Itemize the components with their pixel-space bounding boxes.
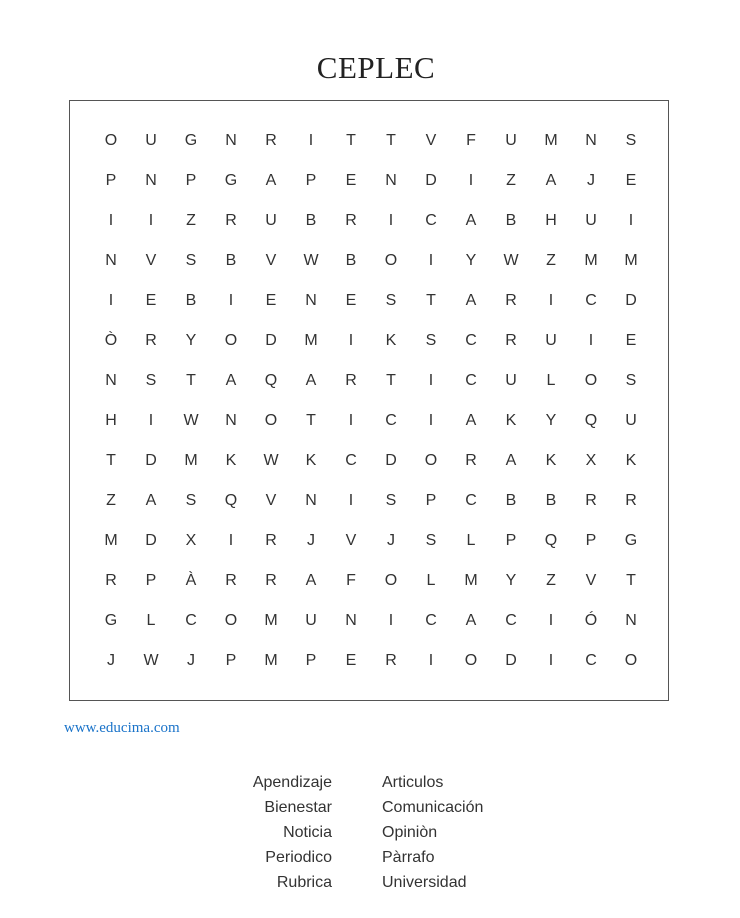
grid-letter: T <box>386 132 396 149</box>
grid-letter: R <box>505 332 517 349</box>
grid-letter: T <box>106 452 116 469</box>
grid-letter: W <box>143 652 159 669</box>
grid-letter: M <box>544 132 558 149</box>
grid-letter: V <box>585 572 597 589</box>
grid-letter: C <box>465 492 477 509</box>
grid-letter: M <box>264 612 278 629</box>
grid-letter: Y <box>545 412 557 429</box>
grid-letter: B <box>505 212 517 229</box>
grid-letter: M <box>584 252 598 269</box>
grid-letter: I <box>148 212 154 229</box>
grid-letter: À <box>185 572 197 589</box>
grid-letter: N <box>145 172 157 189</box>
grid-letter: F <box>346 572 356 589</box>
grid-letter: U <box>505 372 517 389</box>
word-list-item: Noticia <box>283 824 332 841</box>
grid-letter: N <box>625 612 637 629</box>
grid-letter: C <box>425 212 437 229</box>
grid-letter: C <box>345 452 357 469</box>
grid-letter: U <box>305 612 317 629</box>
grid-letter: S <box>425 532 437 549</box>
grid-letter: Y <box>185 332 197 349</box>
grid-letter: H <box>545 212 557 229</box>
grid-letter: I <box>388 212 394 229</box>
grid-letter: T <box>306 412 316 429</box>
grid-letter: E <box>345 172 357 189</box>
grid-letter: I <box>348 332 354 349</box>
grid-letter: R <box>225 572 237 589</box>
word-list-item: Bienestar <box>264 799 332 816</box>
grid-letter: M <box>624 252 638 269</box>
grid-letter: I <box>428 652 434 669</box>
grid-letter: G <box>624 532 638 549</box>
grid-letter: V <box>265 252 277 269</box>
word-list-item: Apendizaje <box>252 774 332 791</box>
word-list-item: Pàrrafo <box>382 849 435 866</box>
grid-letter: R <box>105 572 117 589</box>
grid-letter: A <box>305 572 317 589</box>
grid-letter: M <box>104 532 118 549</box>
grid-letter: P <box>105 172 117 189</box>
grid-letter: B <box>545 492 557 509</box>
grid-letter: P <box>305 172 317 189</box>
grid-letter: R <box>585 492 597 509</box>
grid-letter: I <box>428 252 434 269</box>
grid-letter: O <box>624 652 638 669</box>
grid-letter: N <box>105 372 117 389</box>
grid-letter: C <box>585 652 597 669</box>
grid-letter: I <box>548 612 554 629</box>
grid-letter: J <box>187 652 195 669</box>
grid-letter: L <box>426 572 436 589</box>
grid-letter: L <box>546 372 556 389</box>
grid-letter: O <box>584 372 598 389</box>
grid-letter: J <box>587 172 595 189</box>
grid-letter: X <box>585 452 597 469</box>
grid-letter: D <box>625 292 637 309</box>
grid-letter: D <box>265 332 277 349</box>
word-list-item: Universidad <box>382 874 467 891</box>
grid-letter: J <box>307 532 315 549</box>
grid-letter: S <box>625 132 637 149</box>
word-list-item: Rubrica <box>276 874 332 891</box>
grid-letter: A <box>465 212 477 229</box>
grid-letter: P <box>585 532 597 549</box>
grid-letter: S <box>185 492 197 509</box>
grid-letter: I <box>428 372 434 389</box>
grid-letter: K <box>225 452 237 469</box>
word-list <box>0 774 740 899</box>
grid-letter: C <box>425 612 437 629</box>
grid-letter: I <box>108 292 114 309</box>
word-search-grid <box>69 100 669 701</box>
grid-letter: E <box>145 292 157 309</box>
grid-letter: K <box>505 412 517 429</box>
grid-letter: G <box>104 612 118 629</box>
grid-letter: Ó <box>584 612 598 629</box>
grid-letter: T <box>626 572 636 589</box>
grid-letter: W <box>183 412 199 429</box>
word-list-item: Comunicación <box>382 799 484 816</box>
grid-letter: E <box>625 172 637 189</box>
grid-letter: J <box>387 532 395 549</box>
grid-letter: C <box>585 292 597 309</box>
grid-letter: T <box>426 292 436 309</box>
grid-letter: A <box>225 372 237 389</box>
grid-letter: I <box>628 212 634 229</box>
grid-letter: I <box>148 412 154 429</box>
grid-letter: U <box>505 132 517 149</box>
grid-letter: Ò <box>104 332 118 349</box>
page-title: CEPLEC <box>316 50 436 85</box>
grid-letter: K <box>625 452 637 469</box>
grid-letter: V <box>145 252 157 269</box>
grid-letter: I <box>548 652 554 669</box>
grid-letter: I <box>468 172 474 189</box>
grid-letter: O <box>384 252 398 269</box>
grid-letter: R <box>625 492 637 509</box>
grid-letter: A <box>505 452 517 469</box>
grid-letter: I <box>348 412 354 429</box>
grid-letter: A <box>145 492 157 509</box>
grid-letter: W <box>263 452 279 469</box>
grid-letter: I <box>228 532 234 549</box>
letter-grid <box>91 121 651 681</box>
educima-link[interactable]: www.educima.com <box>64 720 180 736</box>
grid-letter: E <box>345 652 357 669</box>
grid-letter: S <box>185 252 197 269</box>
grid-letter: T <box>386 372 396 389</box>
grid-letter: Z <box>546 252 556 269</box>
grid-letter: U <box>585 212 597 229</box>
grid-letter: K <box>305 452 317 469</box>
grid-letter: U <box>625 412 637 429</box>
grid-letter: O <box>224 332 238 349</box>
grid-letter: D <box>505 652 517 669</box>
word-list-item: Opiniòn <box>382 824 438 841</box>
grid-letter: Z <box>506 172 516 189</box>
grid-letter: P <box>145 572 157 589</box>
grid-letter: R <box>345 372 357 389</box>
grid-letter: O <box>224 612 238 629</box>
grid-letter: C <box>465 372 477 389</box>
grid-letter: P <box>305 652 317 669</box>
grid-letter: O <box>264 412 278 429</box>
grid-letter: R <box>145 332 157 349</box>
grid-letter: N <box>105 252 117 269</box>
grid-letter: D <box>425 172 437 189</box>
grid-letter: N <box>585 132 597 149</box>
grid-letter: D <box>145 532 157 549</box>
grid-letter: Y <box>505 572 517 589</box>
grid-letter: A <box>545 172 557 189</box>
grid-letter: U <box>265 212 277 229</box>
grid-letter: R <box>345 212 357 229</box>
grid-letter: P <box>185 172 197 189</box>
grid-letter: I <box>548 292 554 309</box>
grid-letter: N <box>305 292 317 309</box>
word-list-row <box>0 824 740 849</box>
grid-letter: N <box>385 172 397 189</box>
grid-letter: F <box>466 132 476 149</box>
grid-letter: V <box>345 532 357 549</box>
grid-letter: C <box>385 412 397 429</box>
grid-letter: S <box>425 332 437 349</box>
grid-letter: D <box>385 452 397 469</box>
grid-letter: N <box>345 612 357 629</box>
grid-letter: I <box>308 132 314 149</box>
grid-letter: L <box>466 532 476 549</box>
grid-letter: R <box>465 452 477 469</box>
grid-letter: I <box>428 412 434 429</box>
grid-letter: P <box>425 492 437 509</box>
grid-letter: A <box>465 412 477 429</box>
grid-letter: E <box>625 332 637 349</box>
grid-letter: Q <box>584 412 598 429</box>
grid-letter: M <box>264 652 278 669</box>
grid-letter: I <box>348 492 354 509</box>
grid-letter: R <box>225 212 237 229</box>
grid-letter: U <box>545 332 557 349</box>
grid-letter: X <box>185 532 197 549</box>
grid-letter: M <box>304 332 318 349</box>
grid-letter: R <box>265 572 277 589</box>
word-list-row <box>0 849 740 874</box>
grid-letter: V <box>265 492 277 509</box>
grid-letter: B <box>185 292 197 309</box>
grid-letter: O <box>104 132 118 149</box>
word-list-item: Periodico <box>265 849 332 866</box>
grid-letter: T <box>186 372 196 389</box>
grid-letter: P <box>505 532 517 549</box>
grid-letter: I <box>388 612 394 629</box>
grid-letter: K <box>385 332 397 349</box>
grid-letter: B <box>225 252 237 269</box>
grid-letter: N <box>225 132 237 149</box>
grid-letter: C <box>505 612 517 629</box>
grid-letter: M <box>464 572 478 589</box>
grid-letter: R <box>385 652 397 669</box>
grid-letter: Q <box>224 492 238 509</box>
grid-letter: S <box>625 372 637 389</box>
grid-letter: Y <box>465 252 477 269</box>
grid-letter: L <box>146 612 156 629</box>
grid-letter: G <box>184 132 198 149</box>
grid-letter: E <box>265 292 277 309</box>
grid-letter: R <box>505 292 517 309</box>
grid-letter: C <box>465 332 477 349</box>
grid-letter: O <box>424 452 438 469</box>
grid-letter: A <box>305 372 317 389</box>
grid-letter: A <box>265 172 277 189</box>
grid-letter: C <box>185 612 197 629</box>
grid-letter: Z <box>106 492 116 509</box>
word-list-row <box>0 874 740 899</box>
grid-letter: E <box>345 292 357 309</box>
word-list-row <box>0 774 740 799</box>
grid-letter: W <box>503 252 519 269</box>
grid-letter: S <box>385 292 397 309</box>
grid-letter: O <box>464 652 478 669</box>
grid-letter: B <box>345 252 357 269</box>
grid-letter: N <box>225 412 237 429</box>
grid-letter: T <box>346 132 356 149</box>
word-list-item: Articulos <box>382 774 444 791</box>
grid-letter: B <box>305 212 317 229</box>
grid-letter: S <box>385 492 397 509</box>
grid-letter: R <box>265 532 277 549</box>
grid-letter: D <box>145 452 157 469</box>
grid-letter: V <box>425 132 437 149</box>
grid-letter: K <box>545 452 557 469</box>
grid-letter: M <box>184 452 198 469</box>
grid-letter: J <box>107 652 115 669</box>
grid-letter: B <box>505 492 517 509</box>
grid-letter: R <box>265 132 277 149</box>
grid-letter: Q <box>544 532 558 549</box>
grid-letter: W <box>303 252 319 269</box>
grid-letter: I <box>588 332 594 349</box>
grid-letter: P <box>225 652 237 669</box>
grid-letter: Z <box>546 572 556 589</box>
grid-letter: G <box>224 172 238 189</box>
grid-letter: Q <box>264 372 278 389</box>
grid-letter: H <box>105 412 117 429</box>
grid-letter: O <box>384 572 398 589</box>
grid-letter: A <box>465 292 477 309</box>
word-list-row <box>0 799 740 824</box>
grid-letter: U <box>145 132 157 149</box>
grid-letter: A <box>465 612 477 629</box>
grid-letter: S <box>145 372 157 389</box>
grid-letter: I <box>228 292 234 309</box>
grid-letter: I <box>108 212 114 229</box>
grid-letter: N <box>305 492 317 509</box>
grid-letter: Z <box>186 212 196 229</box>
